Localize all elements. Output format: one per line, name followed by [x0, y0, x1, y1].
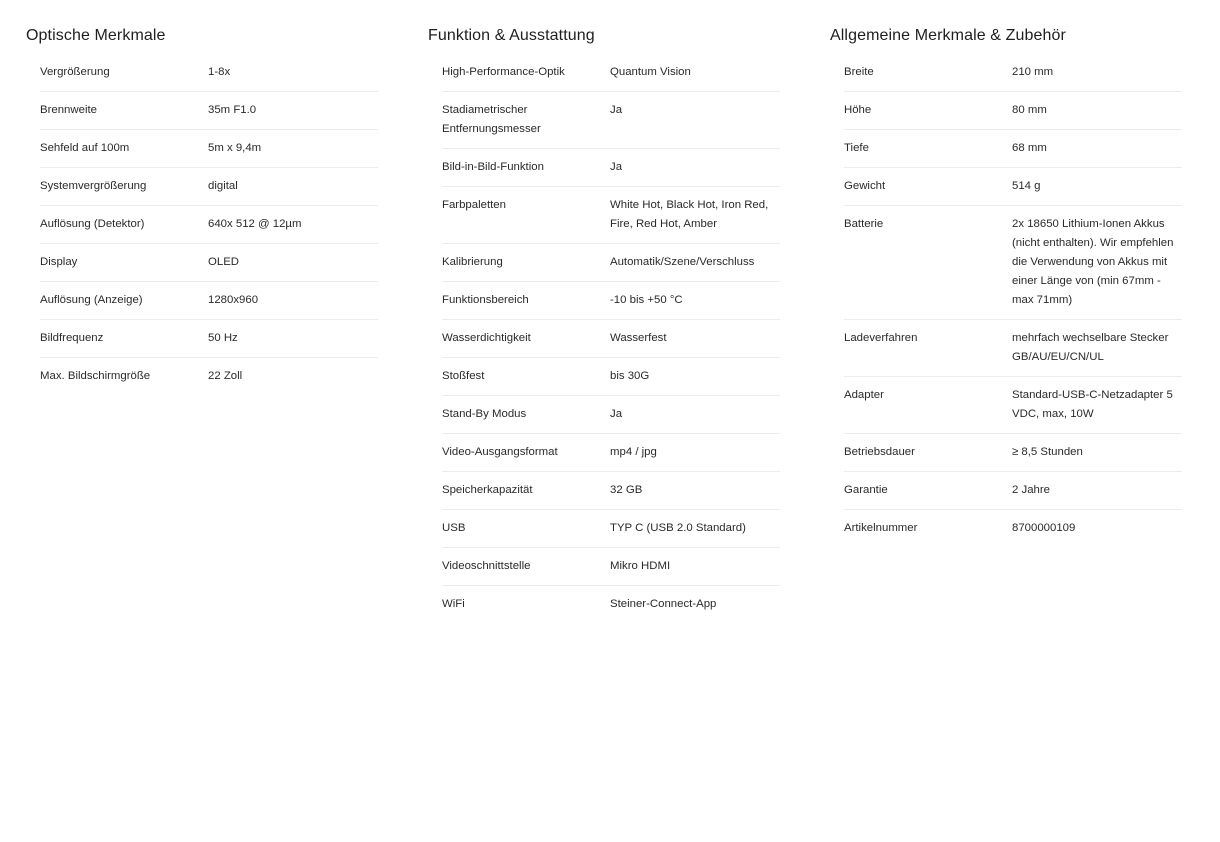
spec-row	[442, 434, 780, 472]
spec-value: 1280x960	[208, 294, 259, 306]
spec-row	[40, 244, 378, 282]
spec-row	[40, 358, 378, 395]
spec-row	[442, 92, 780, 149]
spec-value: 68 mm	[1012, 142, 1047, 154]
spec-value: 514 g	[1012, 180, 1041, 192]
spec-row	[844, 320, 1182, 377]
spec-label: Sehfeld auf 100m	[40, 142, 130, 154]
spec-value: bis 30G	[610, 370, 650, 382]
spec-row	[442, 548, 780, 586]
spec-label: High-Performance-Optik	[442, 66, 565, 78]
spec-label: Vergrößerung	[40, 66, 110, 78]
spec-label: Garantie	[844, 484, 888, 496]
spec-label: Tiefe	[844, 142, 869, 154]
spec-value: Mikro HDMI	[610, 560, 671, 572]
spec-row	[844, 168, 1182, 206]
spec-label: Ladeverfahren	[844, 332, 918, 344]
spec-label: Kalibrierung	[442, 256, 503, 268]
spec-row	[442, 282, 780, 320]
spec-row	[844, 434, 1182, 472]
spec-row	[442, 54, 780, 92]
spec-table	[442, 54, 780, 623]
spec-label: Stoßfest	[442, 370, 485, 382]
spec-row	[40, 168, 378, 206]
column-allgemeine-merkmale-zubehoer	[830, 0, 1185, 547]
spec-value: 8700000109	[1012, 522, 1076, 534]
spec-label: Breite	[844, 66, 874, 78]
spec-row	[844, 92, 1182, 130]
spec-value: 32 GB	[610, 484, 643, 496]
spec-row	[844, 377, 1182, 434]
spec-value: mehrfach wechselbare Stecker GB/AU/EU/CN/UL	[1012, 332, 1169, 363]
spec-value: OLED	[208, 256, 240, 268]
spec-label: Stand-By Modus	[442, 408, 527, 420]
spec-table	[40, 54, 378, 395]
spec-value: Ja	[610, 104, 623, 116]
spec-row	[442, 586, 780, 623]
spec-label: WiFi	[442, 598, 465, 610]
spec-label: Betriebsdauer	[844, 446, 915, 458]
column-optische-merkmale	[26, 0, 381, 395]
spec-row	[40, 206, 378, 244]
spec-row	[844, 206, 1182, 320]
spec-row	[442, 320, 780, 358]
spec-row	[40, 282, 378, 320]
spec-value: mp4 / jpg	[610, 446, 657, 458]
spec-label: Artikelnummer	[844, 522, 918, 534]
spec-value: Automatik/Szene/Verschluss	[610, 256, 755, 268]
spec-row	[442, 244, 780, 282]
spec-value: Standard-USB-C-Netzadapter 5 VDC, max, 10W	[1012, 389, 1173, 420]
spec-label: USB	[442, 522, 466, 534]
spec-value: 5m x 9,4m	[208, 142, 262, 154]
spec-value: 2 Jahre	[1012, 484, 1050, 496]
spec-label: Funktionsbereich	[442, 294, 529, 306]
spec-value: 1-8x	[208, 66, 231, 78]
spec-row	[844, 54, 1182, 92]
spec-label: Video-Ausgangsformat	[442, 446, 558, 458]
spec-label: Videoschnittstelle	[442, 560, 531, 572]
spec-value: TYP C (USB 2.0 Standard)	[610, 522, 746, 534]
column-title: Allgemeine Merkmale & Zubehör	[830, 27, 1066, 44]
spec-row	[442, 472, 780, 510]
spec-value: 80 mm	[1012, 104, 1047, 116]
spec-label: Stadiametrischer Entfernungsmesser	[442, 104, 541, 135]
spec-label: Adapter	[844, 389, 884, 401]
spec-label: Speicherkapazität	[442, 484, 533, 496]
column-title: Funktion & Ausstattung	[428, 27, 595, 44]
spec-value: 2x 18650 Lithium-Ionen Akkus (nicht enthalten). Wir empfehlen die Verwendung von Akkus mit einer Länge von (min 67mm - max 71mm)	[1012, 218, 1174, 306]
spec-label: Brennweite	[40, 104, 97, 116]
spec-row	[844, 510, 1182, 547]
spec-value: 50 Hz	[208, 332, 238, 344]
spec-value: 35m F1.0	[208, 104, 257, 116]
spec-value: White Hot, Black Hot, Iron Red, Fire, Red Hot, Amber	[610, 199, 769, 230]
spec-row	[442, 396, 780, 434]
spec-row	[442, 149, 780, 187]
spec-value: ≥ 8,5 Stunden	[1012, 446, 1083, 458]
spec-table	[844, 54, 1182, 547]
spec-value: 22 Zoll	[208, 370, 243, 382]
spec-value: -10 bis +50 °C	[610, 294, 683, 306]
spec-value: Quantum Vision	[610, 66, 691, 78]
spec-label: Farbpaletten	[442, 199, 506, 211]
column-title: Optische Merkmale	[26, 27, 166, 44]
spec-label: Display	[40, 256, 78, 268]
spec-label: Batterie	[844, 218, 884, 230]
spec-row	[442, 510, 780, 548]
spec-label: Auflösung (Detektor)	[40, 218, 145, 230]
spec-row	[844, 472, 1182, 510]
spec-value: Ja	[610, 161, 623, 173]
spec-label: Systemvergrößerung	[40, 180, 147, 192]
spec-row	[40, 130, 378, 168]
column-funktion-ausstattung	[428, 0, 783, 623]
spec-label: Gewicht	[844, 180, 886, 192]
spec-label: Max. Bildschirmgröße	[40, 370, 151, 382]
spec-value: Wasserfest	[610, 332, 667, 344]
spec-value: 640x 512 @ 12µm	[208, 218, 302, 230]
spec-label: Bild-in-Bild-Funktion	[442, 161, 544, 173]
spec-row	[442, 187, 780, 244]
spec-row	[442, 358, 780, 396]
spec-label: Auflösung (Anzeige)	[40, 294, 143, 306]
spec-value: 210 mm	[1012, 66, 1054, 78]
spec-row	[40, 54, 378, 92]
spec-label: Wasserdichtigkeit	[442, 332, 531, 344]
spec-label: Bildfrequenz	[40, 332, 104, 344]
spec-row	[40, 320, 378, 358]
spec-value: Steiner-Connect-App	[610, 598, 717, 610]
spec-row	[844, 130, 1182, 168]
spec-value: Ja	[610, 408, 623, 420]
spec-label: Höhe	[844, 104, 872, 116]
spec-row	[40, 92, 378, 130]
spec-value: digital	[208, 180, 238, 192]
